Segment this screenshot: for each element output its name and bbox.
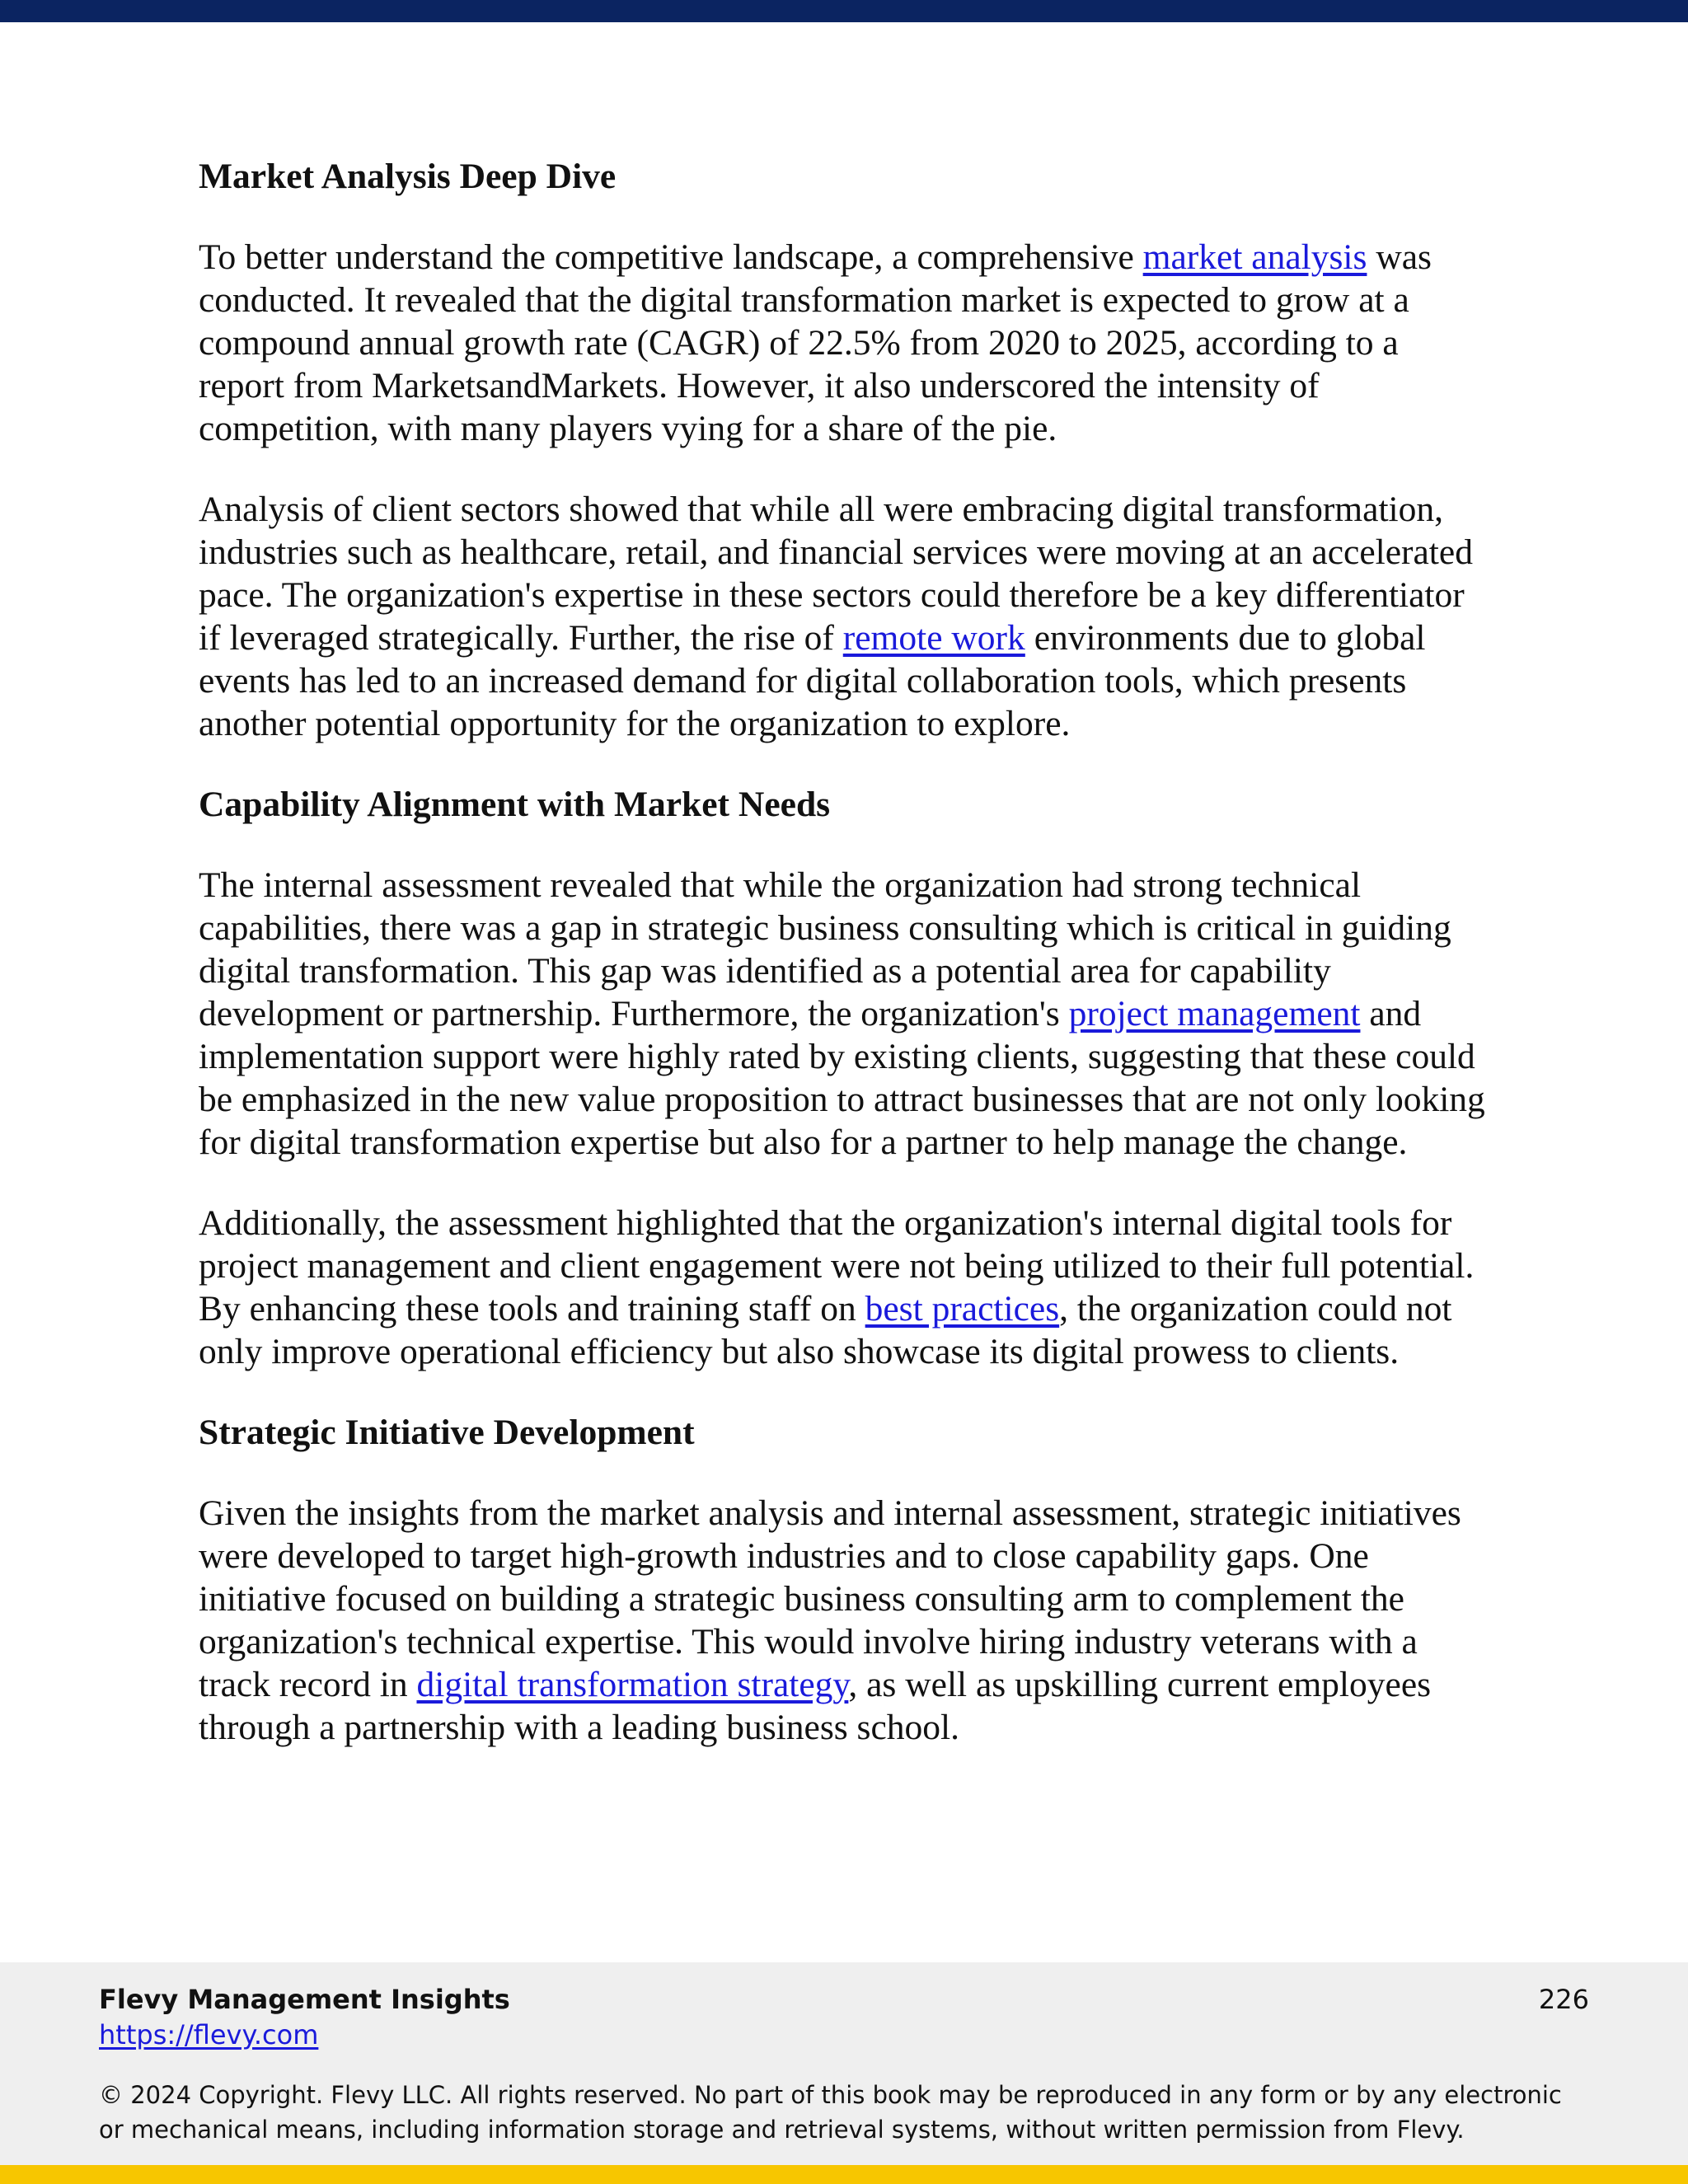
paragraph-market-1 xyxy=(199,236,1493,450)
text-run: Given the insights from the market analysis and internal assessment, strategic initiatives were developed to target high-growth industries and to close capability gaps. One initiative focused on building a strategic business consulting arm to complement the organization's technical expertise. This would involve hiring industry veterans with a track record in xyxy=(199,1493,1461,1704)
text-run: was conducted. It revealed that the digital transformation market is expected to grow at a compound annual growth rate (CAGR) of 22.5% from 2020 to 2025, according to a report from MarketsandMarkets. However, it also underscored the intensity of competition, with many players vying for a share of the pie. xyxy=(199,237,1432,448)
paragraph-market-2 xyxy=(199,488,1493,745)
bottom-accent-bar xyxy=(0,2165,1688,2184)
text-run: Additionally, the assessment highlighted that the organization's internal digital tools for project management and client engagement were not being utilized to their full potential. By enhancing these tools and training staff on xyxy=(199,1203,1475,1329)
copyright-notice: © 2024 Copyright. Flevy LLC. All rights reserved. No part of this book may be reproduced in any form or by any electronic or mechanical means, including information storage and retrieval systems, without written permission from Flevy. xyxy=(99,2081,1562,2144)
link-remote-work[interactable]: remote work xyxy=(842,618,1025,658)
section-heading-capability-alignment: Capability Alignment with Market Needs xyxy=(199,785,831,824)
link-project-management[interactable]: project management xyxy=(1068,994,1361,1033)
page-number: 226 xyxy=(1538,1984,1589,2015)
section-heading-market-analysis: Market Analysis Deep Dive xyxy=(199,157,617,196)
paragraph-strategic-1 xyxy=(199,1492,1493,1749)
text-run: , as well as upskilling current employees through a partnership with a leading business school. xyxy=(199,1665,1432,1747)
link-market-analysis[interactable]: market analysis xyxy=(1142,237,1367,277)
section-heading-strategic-initiative: Strategic Initiative Development xyxy=(199,1413,695,1452)
text-run: and implementation support were highly rated by existing clients, suggesting that these could be emphasized in the new value proposition to attract businesses that are not only looking for digital transformation expertise but also for a partner to help manage the change. xyxy=(199,994,1485,1162)
text-run: Analysis of client sectors showed that while all were embracing digital transformation, industries such as healthcare, retail, and financial services were moving at an accelerated pace. The organization's expertise in these sectors could therefore be a key differentiator if leveraged strategically. Further, the rise of xyxy=(199,490,1473,658)
text-run: , the organization could not only improve operational efficiency but also showcase its digital prowess to clients. xyxy=(199,1289,1452,1371)
page-footer xyxy=(0,1962,1688,2165)
footer-url-link[interactable]: https://flevy.com xyxy=(99,2019,319,2050)
text-run: environments due to global events has led to an increased demand for digital collaboration tools, which presents another potential opportunity for the organization to explore. xyxy=(199,618,1426,743)
paragraph-capability-1 xyxy=(199,864,1493,1164)
paragraph-capability-2 xyxy=(199,1202,1493,1373)
text-run: The internal assessment revealed that while the organization had strong technical capabilities, there was a gap in strategic business consulting which is critical in guiding digital transformation. This gap was identified as a potential area for capability development or partnership. Furthermore, the organization's xyxy=(199,865,1451,1033)
footer-brand: Flevy Management Insights xyxy=(99,1984,510,2015)
link-best-practices[interactable]: best practices xyxy=(865,1289,1060,1329)
top-accent-bar xyxy=(0,0,1688,22)
document-body xyxy=(199,155,1493,1787)
text-run: To better understand the competitive landscape, a comprehensive xyxy=(199,237,1143,277)
link-digital-transformation-strategy[interactable]: digital transformation strategy xyxy=(416,1665,849,1704)
